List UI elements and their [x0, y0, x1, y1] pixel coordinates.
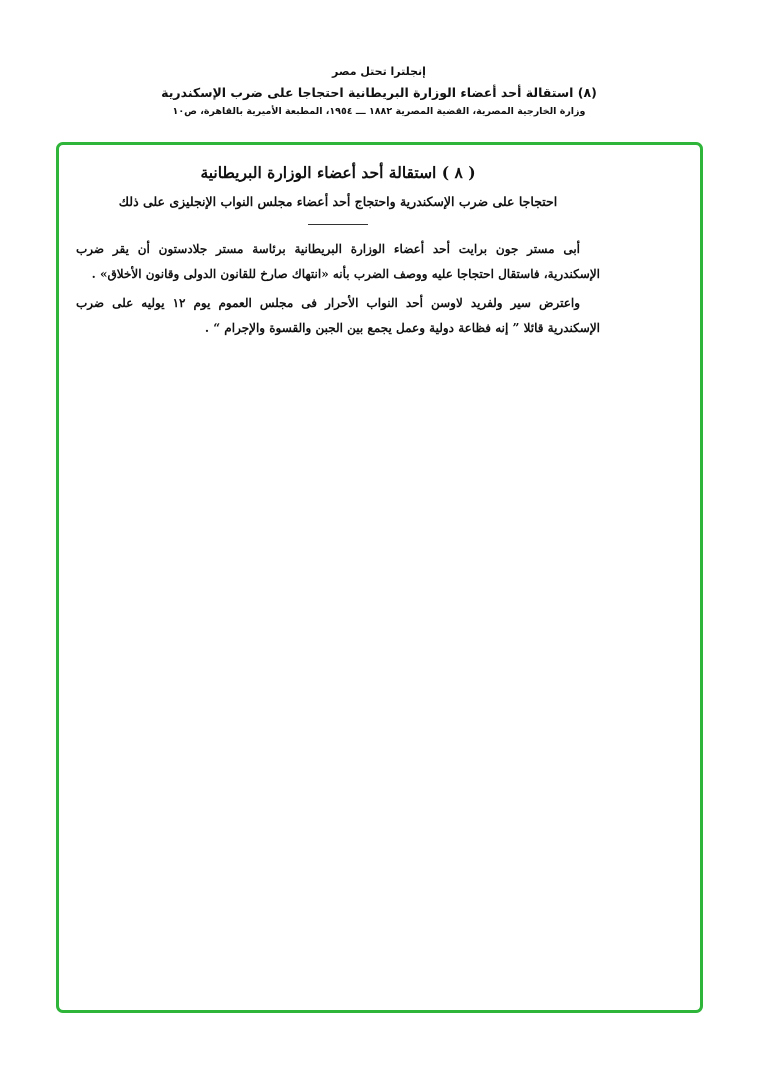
document-paragraph: واعترض سير ولفريد لاوسن أحد النواب الأحرار فى مجلس العموم يوم ١٢ يوليه على ضرب الإسكندرية قائلا ” إنه فظاعة دولية وعمل يجمع بين الجبن والقسوة والإجرام “ .: [76, 296, 600, 335]
document-scan: [76, 160, 600, 341]
document-subtitle: احتجاجا على ضرب الإسكندرية واحتجاج أحد أعضاء مجلس النواب الإنجليزى على ذلك: [118, 194, 558, 209]
page-header: [0, 62, 758, 120]
document-title: ( ٨ ) استقالة أحد أعضاء الوزارة البريطانية: [200, 163, 476, 182]
header-title: (٨) استقالة أحد أعضاء الوزارة البريطانية احتجاجا على ضرب الإسكندرية: [161, 85, 597, 100]
title-divider: [308, 224, 368, 225]
header-source: وزارة الخارجية المصرية، القضية المصرية ١٨٨٢ ـــ ١٩٥٤، المطبعة الأميرية بالقاهرة، ص١٠: [172, 106, 586, 117]
header-topic: إنجلترا تحتل مصر: [332, 65, 426, 78]
document-paragraph: أبى مستر جون برايت أحد أعضاء الوزارة البريطانية برئاسة مستر جلادستون أن يقر ضرب الإسكندرية، فاستقال احتجاجا عليه ووصف الضرب بأنه «انتهاك صارخ للقانون الدولى وقانون الأخلاق» .: [76, 242, 600, 281]
